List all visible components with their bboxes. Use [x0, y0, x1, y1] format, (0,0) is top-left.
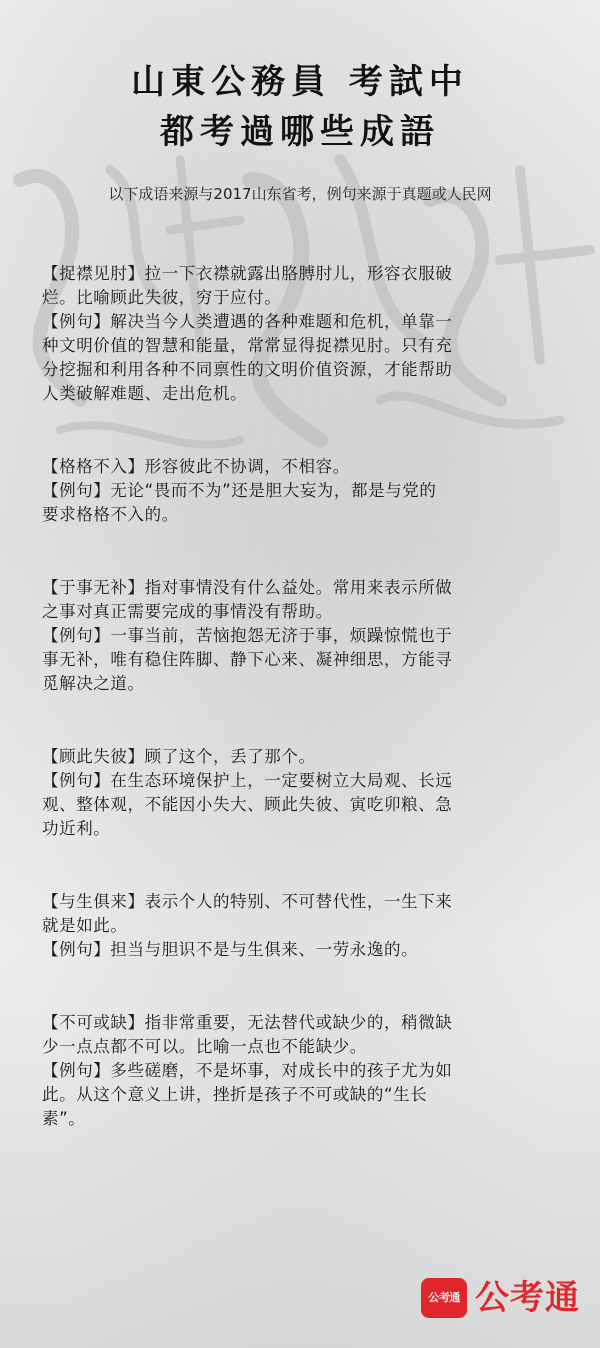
entry-line: 分挖掘和利用各种不同禀性的文明价值资源，才能帮助: [42, 360, 453, 379]
entry-line: 就是如此。: [42, 916, 128, 935]
logo-badge-text: 公考通: [428, 1291, 460, 1304]
entry-line: 【顾此失彼】顾了这个，丢了那个。: [42, 747, 316, 766]
idiom-list: [42, 262, 570, 1180]
entry-line: 观、整体观，不能因小失大、顾此失彼、寅吃卯粮、急: [42, 795, 453, 814]
idiom-entry: [42, 745, 570, 841]
idiom-entry: [42, 576, 570, 696]
page-title-line-2: 都考過哪些成語: [160, 112, 440, 152]
entry-line: 要求格格不入的。: [42, 505, 179, 524]
idiom-entry: [42, 455, 570, 527]
idiom-entry: [42, 890, 570, 962]
entry-line: 人类破解难题、走出危机。: [42, 384, 248, 403]
entry-line: 【例句】多些磋磨，不是坏事，对成长中的孩子尤为如: [42, 1061, 453, 1080]
source-note: 以下成语来源与2017山东省考，例句来源于真题或人民网: [108, 185, 492, 203]
entry-line: 【例句】一事当前，苦恼抱怨无济于事，烦躁惊慌也于: [42, 626, 453, 645]
entry-line: 【与生俱来】表示个人的特别、不可替代性，一生下来: [42, 892, 453, 911]
entry-line: 【捉襟见肘】拉一下衣襟就露出胳膊肘儿，形容衣服破: [42, 264, 453, 283]
logo-brand-text: 公考通: [475, 1278, 580, 1318]
entry-line: 事无补，唯有稳住阵脚、静下心来、凝神细思，方能寻: [42, 650, 453, 669]
entry-line: 【例句】无论“畏而不为”还是胆大妄为，都是与党的: [42, 481, 437, 500]
entry-line: 种文明价值的智慧和能量，常常显得捉襟见肘。只有充: [42, 336, 453, 355]
entry-line: 【格格不入】形容彼此不协调，不相容。: [42, 457, 350, 476]
brand-logo: [421, 1270, 591, 1322]
entry-line: 觅解决之道。: [42, 674, 145, 693]
entry-line: 【例句】在生态环境保护上，一定要树立大局观、长远: [42, 771, 453, 790]
entry-line: 【例句】解决当今人类遭遇的各种难题和危机，单靠一: [42, 312, 453, 331]
idiom-entry: [42, 1011, 570, 1131]
entry-line: 烂。比喻顾此失彼，穷于应付。: [42, 288, 282, 307]
entry-line: 【例句】担当与胆识不是与生俱来、一劳永逸的。: [42, 940, 419, 959]
entry-line: 【于事无补】指对事情没有什么益处。常用来表示所做: [42, 578, 453, 597]
entry-line: 功近利。: [42, 819, 111, 838]
idiom-entry: [42, 262, 570, 406]
entry-line: 【不可或缺】指非常重要，无法替代或缺少的，稍微缺: [42, 1013, 453, 1032]
logo-badge-icon: [421, 1278, 467, 1318]
entry-line: 素”。: [42, 1109, 86, 1128]
entry-line: 此。从这个意义上讲，挫折是孩子不可或缺的“生长: [42, 1085, 428, 1104]
entry-line: 少一点点都不可以。比喻一点也不能缺少。: [42, 1037, 367, 1056]
entry-line: 之事对真正需要完成的事情没有帮助。: [42, 602, 333, 621]
page-title-line-1: 山東公務員 考試中: [131, 62, 469, 102]
